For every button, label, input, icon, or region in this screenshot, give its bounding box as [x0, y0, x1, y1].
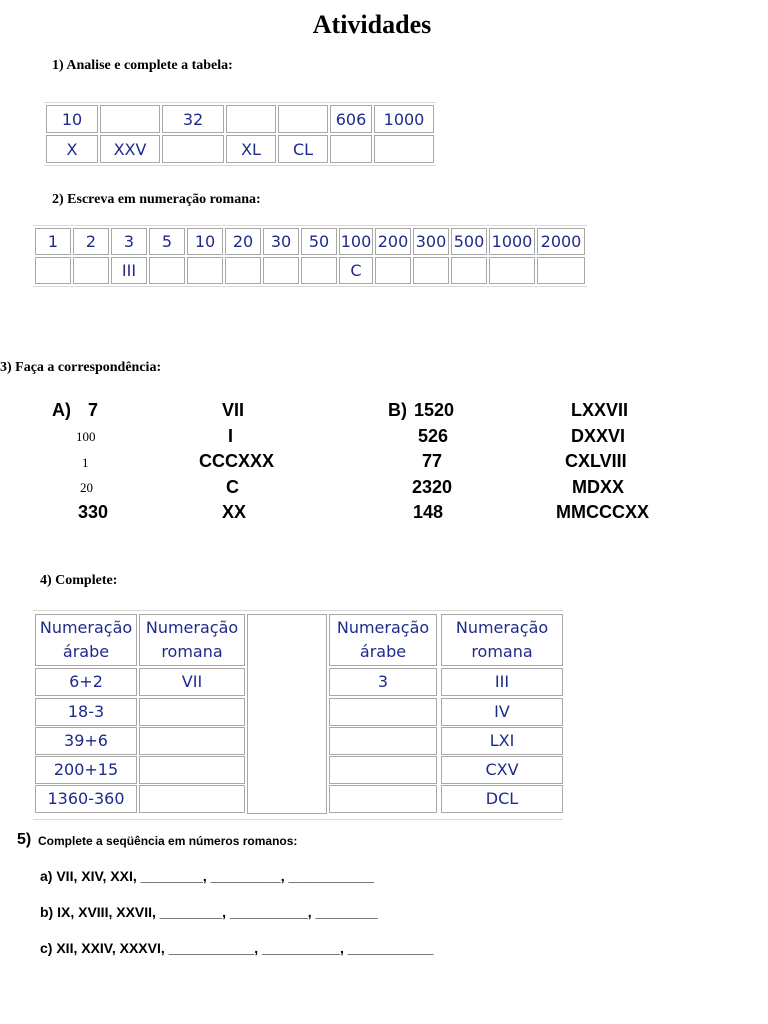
sequence-line-b[interactable]: b) IX, XVIII, XXVII, ________, __________, ________ — [40, 904, 378, 920]
corr-b-right-item: CXLVIII — [565, 451, 627, 471]
table-row — [46, 105, 434, 133]
question-2-label: 2) Escreva em numeração romana: — [52, 192, 261, 207]
corr-a-right-item: C — [226, 477, 239, 497]
sequence-line-c[interactable]: c) XII, XXIV, XXXVI, ___________, __________, ___________ — [40, 940, 434, 956]
table-cell[interactable] — [226, 105, 276, 133]
table-cell[interactable] — [73, 257, 109, 284]
header-line: romana — [161, 642, 223, 661]
table-cell[interactable]: 1000 — [489, 228, 535, 255]
table-cell[interactable] — [329, 756, 437, 784]
question-5-label: Complete a seqüência em números romanos: — [38, 834, 298, 848]
table-cell[interactable]: 200 — [375, 228, 411, 255]
table-cell[interactable]: 3 — [329, 668, 437, 696]
table-cell[interactable]: 18-3 — [35, 698, 137, 726]
table-cell[interactable] — [278, 105, 328, 133]
table-cell[interactable] — [263, 257, 299, 284]
corr-a-right-item: I — [228, 426, 234, 446]
table-cell[interactable]: 1000 — [374, 105, 434, 133]
header-roman-left — [139, 614, 245, 666]
table-row — [35, 257, 585, 284]
table-cell[interactable] — [451, 257, 487, 284]
corr-a-left-item: 100 — [76, 429, 96, 444]
table-cell[interactable]: C — [339, 257, 373, 284]
table-cell[interactable]: 300 — [413, 228, 449, 255]
table-cell[interactable] — [375, 257, 411, 284]
table-cell[interactable] — [35, 257, 71, 284]
table-cell[interactable]: 100 — [339, 228, 373, 255]
table-cell[interactable]: LXI — [441, 727, 563, 755]
table-cell[interactable] — [139, 756, 245, 784]
table-cell[interactable]: 30 — [263, 228, 299, 255]
page-title: Atividades — [312, 10, 432, 39]
table-cell[interactable]: 50 — [301, 228, 337, 255]
table-cell[interactable]: 200+15 — [35, 756, 137, 784]
table-cell[interactable] — [301, 257, 337, 284]
table-row — [46, 135, 434, 163]
question-4-label: 4) Complete: — [40, 573, 118, 588]
table-cell[interactable] — [225, 257, 261, 284]
table-cell[interactable] — [139, 727, 245, 755]
table-cell[interactable]: 2000 — [537, 228, 585, 255]
table-cell[interactable]: 32 — [162, 105, 224, 133]
table-cell[interactable]: 500 — [451, 228, 487, 255]
table-cell[interactable]: X — [46, 135, 98, 163]
table-cell[interactable]: DCL — [441, 785, 563, 813]
table-cell[interactable] — [413, 257, 449, 284]
table-cell[interactable]: IV — [441, 698, 563, 726]
corr-b-left-item: 526 — [418, 426, 449, 446]
table-cell[interactable] — [162, 135, 224, 163]
table-cell[interactable]: CXV — [441, 756, 563, 784]
sequence-line-a[interactable]: a) VII, XIV, XXI, ________, _________, ___________ — [40, 868, 375, 884]
table-cell[interactable]: CL — [278, 135, 328, 163]
header-arabic-left — [35, 614, 137, 666]
header-roman-right — [441, 614, 563, 666]
table-cell[interactable]: 10 — [187, 228, 223, 255]
table-cell[interactable] — [187, 257, 223, 284]
corr-b-right-item: DXXVI — [571, 426, 626, 446]
table-cell[interactable]: 6+2 — [35, 668, 137, 696]
question-3-label: 3) Faça a correspondência: — [0, 360, 162, 375]
corr-b-right-item: MMCCCXX — [556, 502, 649, 522]
corr-b-left-item: 2320 — [412, 477, 453, 497]
table-cell[interactable] — [100, 105, 160, 133]
table-cell[interactable]: XL — [226, 135, 276, 163]
question-5-number: 5) — [17, 831, 32, 848]
table-cell[interactable]: 20 — [225, 228, 261, 255]
corr-a-left-item: 1 — [82, 455, 89, 470]
header-line: Numeração — [336, 618, 430, 637]
table-cell[interactable]: 1 — [35, 228, 71, 255]
table-cell[interactable]: XXV — [100, 135, 160, 163]
corr-a-left-item: 20 — [80, 480, 93, 495]
corr-a-left-item: 330 — [78, 502, 109, 522]
header-arabic-right — [329, 614, 437, 666]
header-line: árabe — [62, 642, 110, 661]
corr-a-right-item: CCCXXX — [199, 451, 275, 471]
table-cell[interactable]: III — [441, 668, 563, 696]
group-a-prefix: A) — [52, 400, 71, 420]
corr-a-right-item: XX — [222, 502, 247, 522]
table-cell[interactable]: 606 — [330, 105, 372, 133]
table-cell[interactable] — [330, 135, 372, 163]
question-1-table — [44, 102, 436, 166]
table-cell[interactable] — [139, 698, 245, 726]
table-cell[interactable] — [329, 727, 437, 755]
header-line: Numeração — [455, 618, 549, 637]
table-cell[interactable]: 2 — [73, 228, 109, 255]
header-line: Numeração — [145, 618, 239, 637]
table-cell[interactable]: VII — [139, 668, 245, 696]
table-cell[interactable]: 5 — [149, 228, 185, 255]
table-cell[interactable]: III — [111, 257, 147, 284]
table-cell[interactable] — [537, 257, 585, 284]
spacer-cell — [247, 614, 327, 814]
question-1-label: 1) Analise e complete a tabela: — [52, 58, 233, 73]
header-line: árabe — [359, 642, 407, 661]
table-cell[interactable] — [374, 135, 434, 163]
corr-a-right-item: VII — [222, 400, 245, 420]
table-cell[interactable] — [139, 785, 245, 813]
corr-b-left-item: 148 — [413, 502, 444, 522]
header-line: romana — [471, 642, 533, 661]
corr-b-right-item: MDXX — [572, 477, 625, 497]
corr-b-left-item: 77 — [422, 451, 443, 471]
table-cell[interactable]: 39+6 — [35, 727, 137, 755]
table-row — [35, 228, 585, 255]
header-line: Numeração — [39, 618, 133, 637]
table-cell[interactable] — [149, 257, 185, 284]
table-cell[interactable] — [329, 698, 437, 726]
table-cell[interactable]: 3 — [111, 228, 147, 255]
table-cell[interactable]: 1360-360 — [35, 785, 137, 813]
corr-b-right-item: LXXVII — [571, 400, 629, 420]
question-2-table — [33, 225, 587, 287]
table-cell[interactable]: 10 — [46, 105, 98, 133]
corr-b-left-item: 1520 — [414, 400, 455, 420]
corr-a-left-item: 7 — [88, 400, 99, 420]
table-cell[interactable] — [329, 785, 437, 813]
group-b-prefix: B) — [388, 400, 407, 420]
table-cell[interactable] — [489, 257, 535, 284]
